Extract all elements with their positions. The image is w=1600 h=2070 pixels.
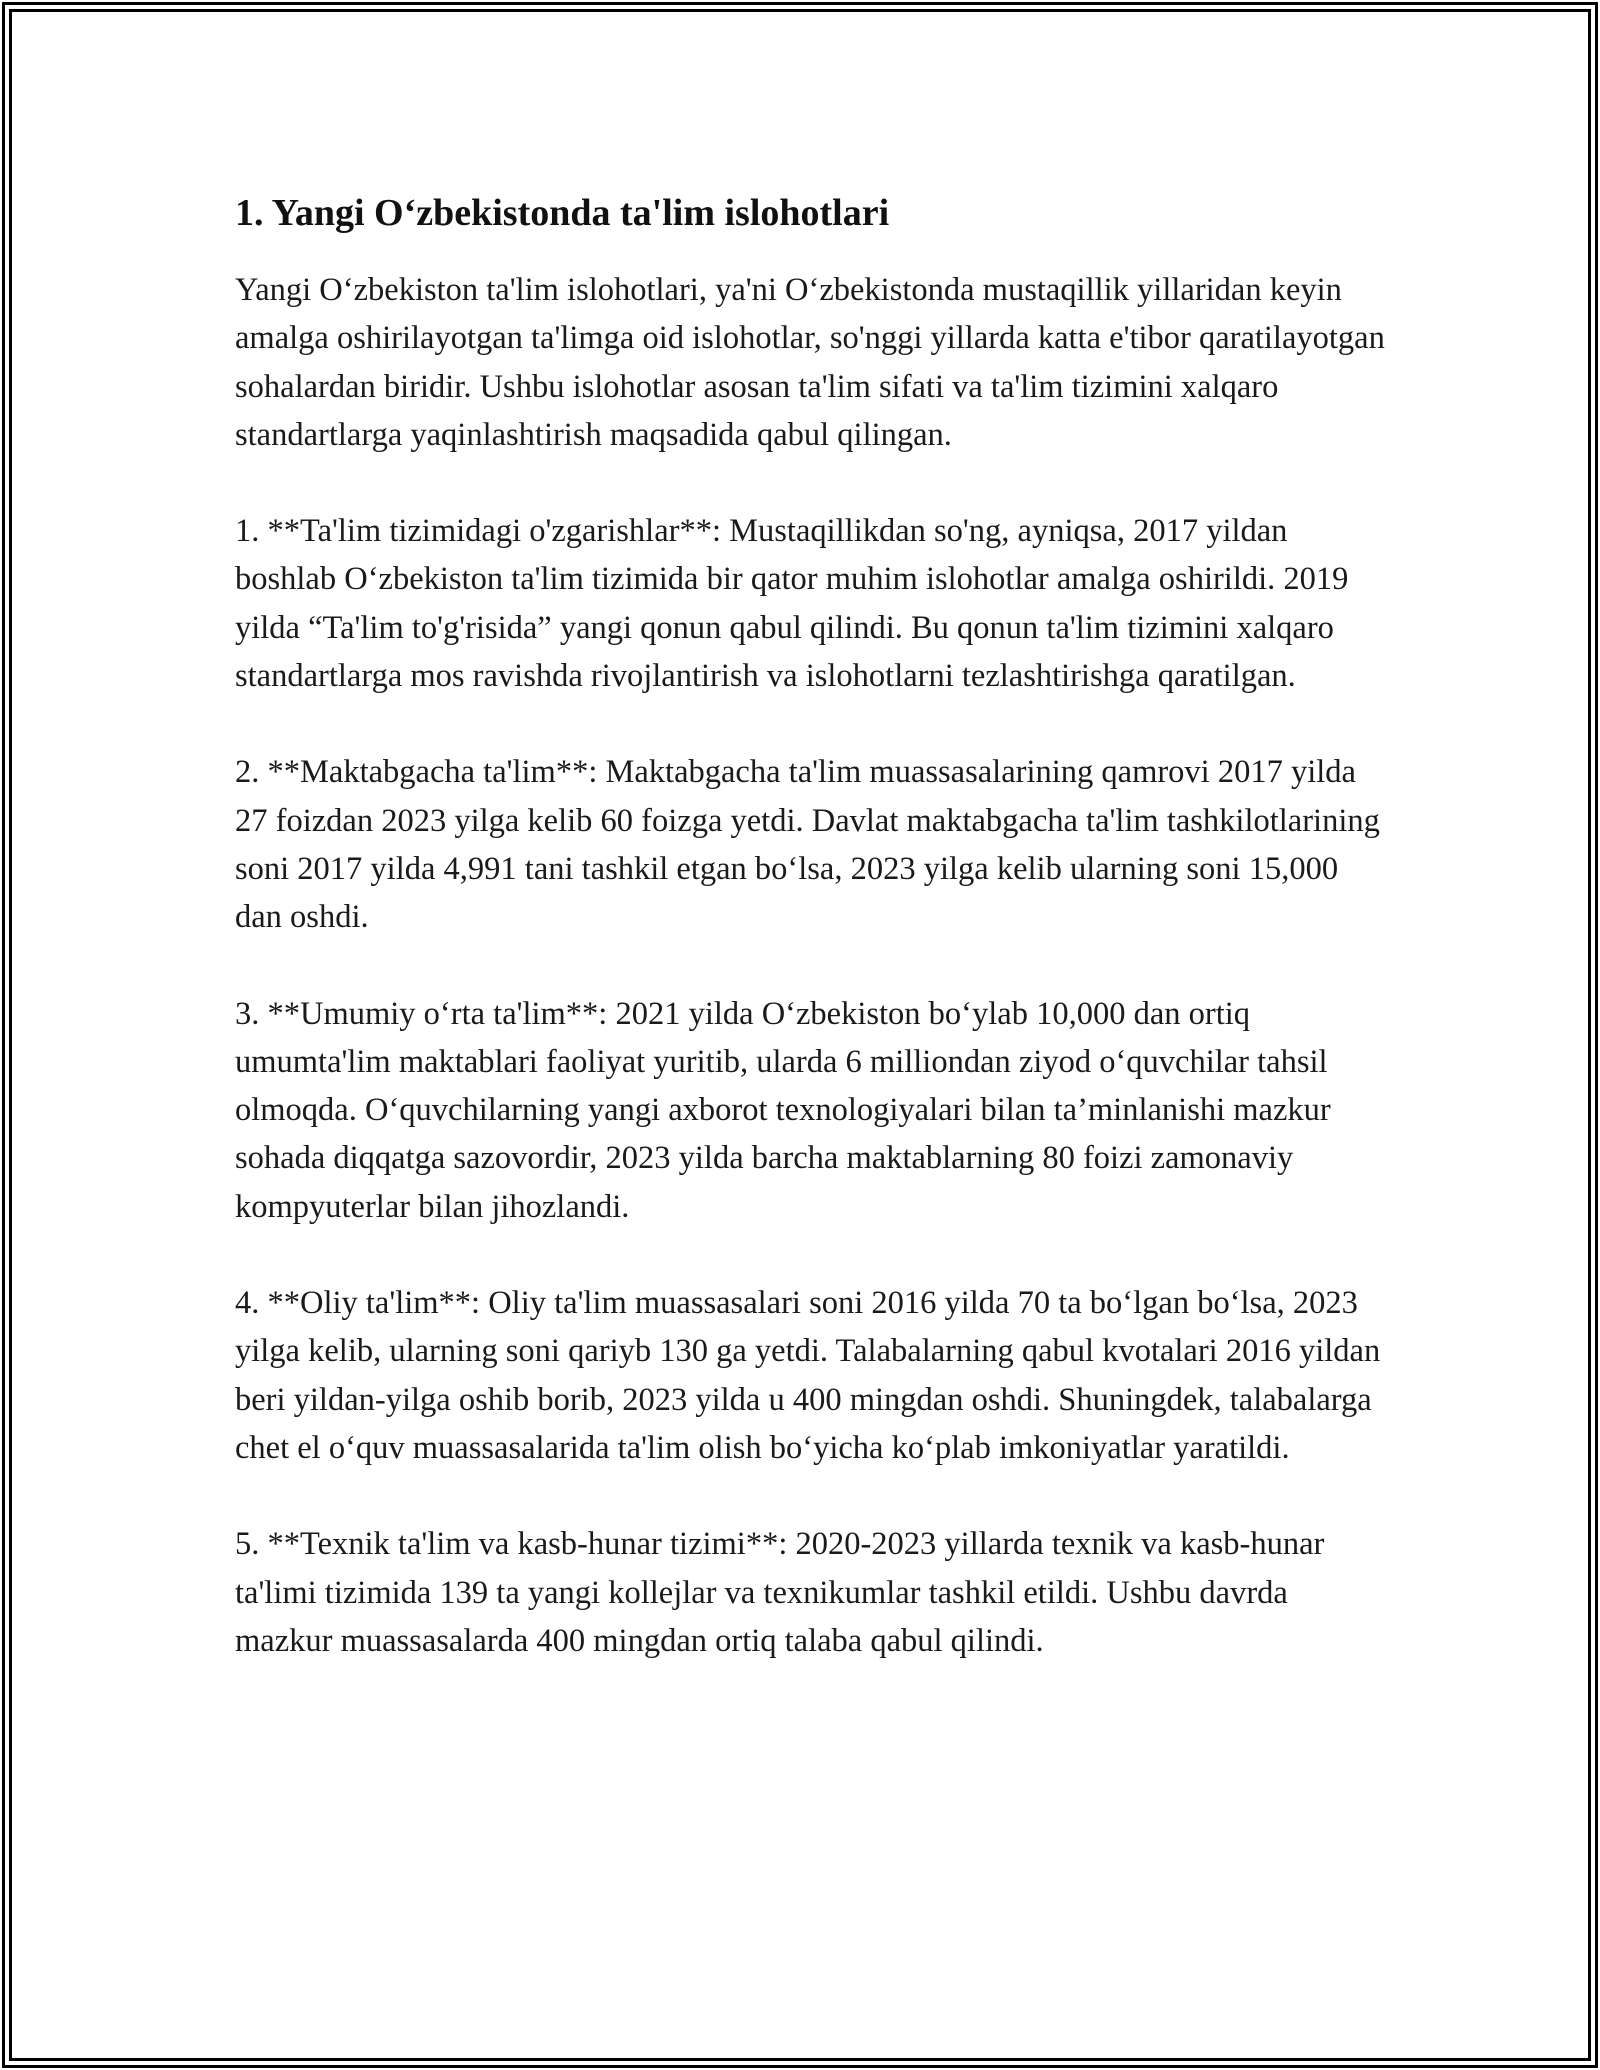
document-heading: 1. Yangi O‘zbekistonda ta'lim islohotlari — [235, 192, 890, 234]
document-body — [235, 186, 1385, 1713]
intro-paragraph: Yangi O‘zbekiston ta'lim islohotlari, ya'ni O‘zbekistonda mustaqillik yillaridan keyin amalga oshirilayotgan ta'limga oid islohotlar, so'nggi yillarda katta e'tibor qaratilayotgan sohalardan biridir. Ushbu islohotlar asosan ta'lim sifati va ta'lim tizimini xalqaro standartlarga yaqinlashtirish maqsadida qabul qilingan. — [235, 272, 1385, 453]
paragraph-preschool-education: 2. **Maktabgacha ta'lim**: Maktabgacha ta'lim muassasalarining qamrovi 2017 yilda 27 foizdan 2023 yilga kelib 60 foizga yetdi. Davlat maktabgacha ta'lim tashkilotlarining soni 2017 yilda 4,991 tani tashkil etgan bo‘lsa, 2023 yilga kelib ularning soni 15,000 dan oshdi. — [235, 754, 1380, 936]
paragraph-higher-education: 4. **Oliy ta'lim**: Oliy ta'lim muassasalari soni 2016 yilda 70 ta bo‘lgan bo‘lsa, 2023 yilga kelib, ularning soni qariyb 130 ga yetdi. Talabalarning qabul kvotalari 2016 yildan beri yildan-yilga oshib borib, 2023 yilda u 400 mingdan oshdi. Shuningdek, talabalarga chet el o‘quv muassasalarida ta'lim olish bo‘yicha ko‘plab imkoniyatlar yaratildi. — [235, 1285, 1381, 1466]
paragraph-education-system-changes: 1. **Ta'lim tizimidagi o'zgarishlar**: Mustaqillikdan so'ng, ayniqsa, 2017 yildan boshlab O‘zbekiston ta'lim tizimida bir qator muhim islohotlar amalga oshirildi. 2019 yilda “Ta'lim to'g'risida” yangi qonun qabul qilindi. Bu qonun ta'lim tizimini xalqaro standartlarga mos ravishda rivojlantirish va islohotlarni tezlashtirishga qaratilgan. — [235, 513, 1349, 695]
paragraph-vocational-education: 5. **Texnik ta'lim va kasb-hunar tizimi**: 2020-2023 yillarda texnik va kasb-hunar ta'limi tizimida 139 ta yangi kollejlar va texnikumlar tashkil etildi. Ushbu davrda mazkur muassasalarda 400 mingdan ortiq talaba qabul qilindi. — [235, 1526, 1325, 1659]
paragraph-secondary-education: 3. **Umumiy o‘rta ta'lim**: 2021 yilda O‘zbekiston bo‘ylab 10,000 dan ortiq umumta'lim maktablari faoliyat yuritib, ularda 6 milliondan ziyod o‘quvchilar tahsil olmoqda. O‘quvchilarning yangi axborot texnologiyalari bilan ta’minlanishi mazkur sohada diqqatga sazovordir, 2023 yilda barcha maktablarning 80 foizi zamonaviy kompyuterlar bilan jihozlandi. — [235, 995, 1331, 1225]
